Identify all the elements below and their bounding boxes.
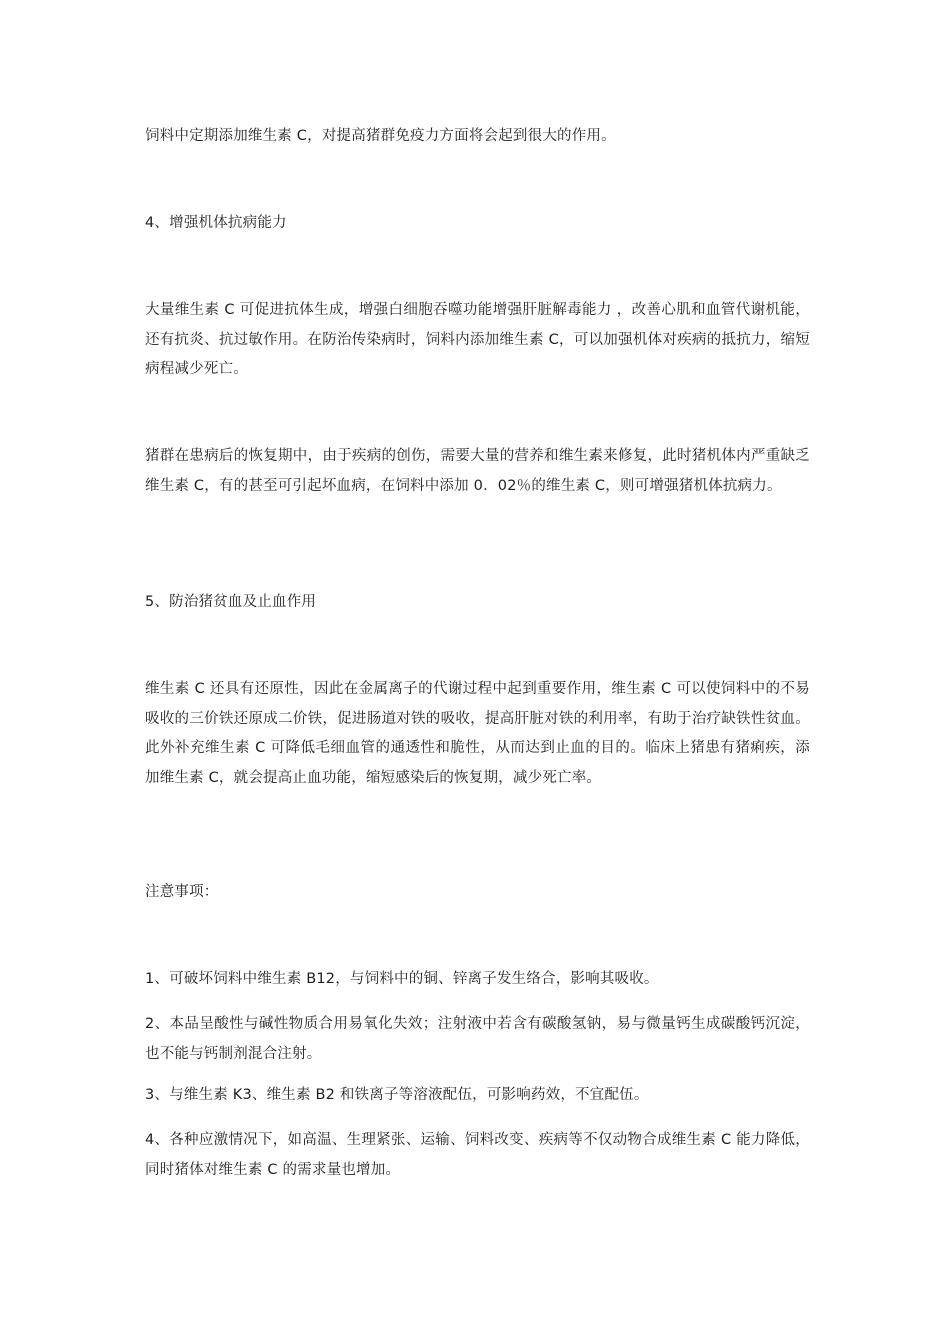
note-item-2: 2、本品呈酸性与碱性物质合用易氧化失效；注射液中若含有碳酸氢钠，易与微量钙生成碳酸钙沉淀，也不能与钙制剂混合注射。 (145, 1016, 810, 1062)
heading-notes: 注意事项： (145, 884, 219, 900)
heading-section-4: 4、增强机体抗病能力 (145, 215, 287, 231)
note-item-3: 3、与维生素 K3、维生素 B2 和铁离子等溶液配伍，可影响药效，不宜配伍。 (145, 1087, 649, 1103)
heading-section-5: 5、防治猪贫血及止血作用 (145, 594, 317, 610)
paragraph-anemia: 维生素 C 还具有还原性，因此在金属离子的代谢过程中起到重要作用，维生素 C 可以使饲料中的不易吸收的三价铁还原成二价铁，促进肠道对铁的吸收，提高肝脏对铁的利用率，有助于治疗缺铁性贫血。此外补充维生素 C 可降低毛细血管的通透性和脆性，从而达到止血的目的。临床上猪患有猪痢疾，添加维生素 C，就会提高止血功能，缩短感染后的恢复期，减少死亡率。 (145, 681, 810, 786)
paragraph-intro: 饲料中定期添加维生素 C，对提高猪群免疫力方面将会起到很大的作用。 (145, 128, 616, 144)
paragraph-recovery: 猪群在患病后的恢复期中，由于疾病的创伤，需要大量的营养和维生素来修复，此时猪机体内严重缺乏维生素 C，有的甚至可引起坏血病，在饲料中添加 0．02％的维生素 C，则可增强猪机体抗病力。 (145, 448, 810, 494)
note-item-1: 1、可破坏饲料中维生素 B12，与饲料中的铜、锌离子发生络合，影响其吸收。 (145, 971, 659, 987)
paragraph-antibody: 大量维生素 C 可促进抗体生成，增强白细胞吞噬功能增强肝脏解毒能力 ，改善心肌和血管代谢机能，还有抗炎、抗过敏作用。在防治传染病时，饲料内添加维生素 C，可以加强机体对疾病的抵抗力，缩短病程减少死亡。 (145, 302, 810, 377)
note-item-4: 4、各种应激情况下，如高温、生理紧张、运输、饲料改变、疾病等不仅动物合成维生素 C 能力降低，同时猪体对维生素 C 的需求量也增加。 (145, 1132, 810, 1178)
